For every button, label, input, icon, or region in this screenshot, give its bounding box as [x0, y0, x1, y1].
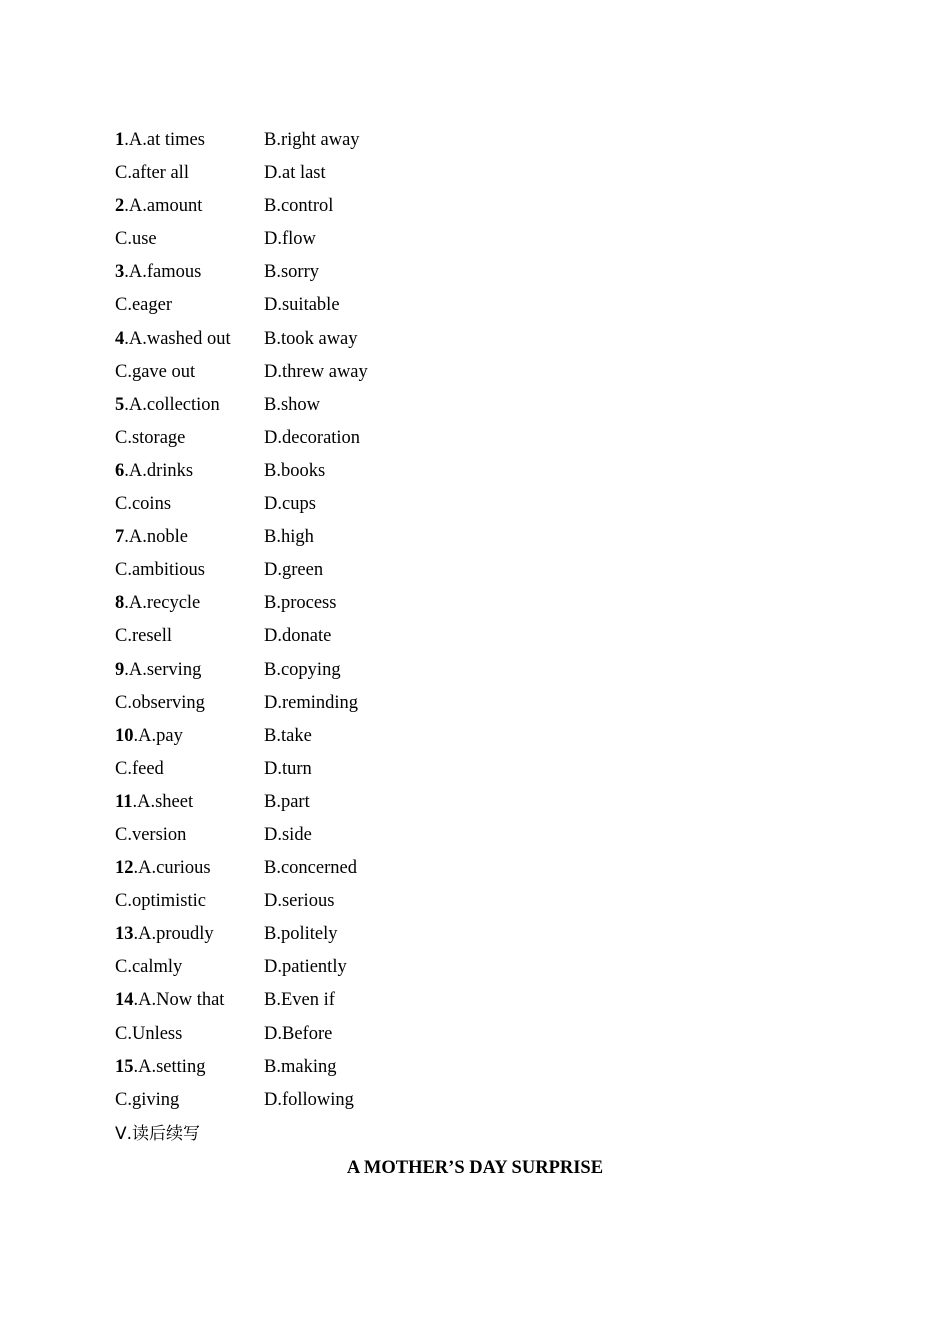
option-c: C.ambitious: [115, 560, 205, 581]
question-row-ab: [115, 256, 615, 289]
question-row-cd: [115, 620, 615, 653]
question-number: 9: [115, 659, 125, 680]
question-number: 4: [115, 328, 125, 349]
question-number: 13: [115, 924, 134, 945]
question-row-cd: [115, 422, 615, 455]
question-number: 10: [115, 725, 134, 746]
option-a: [115, 389, 264, 422]
option-c: C.version: [115, 824, 187, 845]
option-a-text: .A.recycle: [124, 593, 201, 614]
option-c: C.after all: [115, 163, 189, 184]
question-row-cd: [115, 951, 615, 984]
question-row-ab: [115, 587, 615, 620]
option-d: D.flow: [264, 229, 316, 250]
question-row-cd: [115, 819, 615, 852]
option-a: [115, 256, 264, 289]
option-d: D.turn: [264, 758, 312, 779]
option-a: [115, 918, 264, 951]
passage-title: A MOTHER’S DAY SURPRISE: [346, 1158, 604, 1178]
option-d: D.green: [264, 560, 324, 581]
option-a: [115, 455, 264, 488]
option-a-text: .A.collection: [124, 394, 220, 415]
question-number: 7: [115, 527, 125, 548]
option-d: D.serious: [264, 891, 335, 912]
option-c: C.giving: [115, 1089, 180, 1110]
option-a: [115, 587, 264, 620]
option-b: B.making: [264, 1056, 337, 1077]
option-c: C.optimistic: [115, 891, 206, 912]
question-row-cd: [115, 554, 615, 587]
option-a: [115, 190, 264, 223]
option-b: B.concerned: [264, 858, 357, 879]
question-row-cd: [115, 1018, 615, 1051]
option-a-text: .A.amount: [124, 196, 203, 217]
option-b: B.politely: [264, 924, 338, 945]
option-d: D.patiently: [264, 957, 347, 978]
question-row-ab: [115, 521, 615, 554]
option-c: C.gave out: [115, 361, 196, 382]
option-c: C.storage: [115, 427, 186, 448]
question-row-ab: [115, 190, 615, 223]
option-a-text: .A.curious: [133, 858, 211, 879]
option-a-text: .A.noble: [124, 527, 188, 548]
option-c: C.feed: [115, 758, 164, 779]
option-b: B.Even if: [264, 990, 335, 1011]
option-a-text: .A.serving: [124, 659, 202, 680]
option-a: [115, 654, 264, 687]
answer-options-list: [115, 124, 615, 1117]
option-c: C.coins: [115, 494, 172, 515]
question-number: 11: [115, 791, 133, 812]
option-b: B.copying: [264, 659, 341, 680]
option-a: [115, 852, 264, 885]
question-number: 15: [115, 1056, 134, 1077]
option-a: [115, 984, 264, 1017]
option-d: D.decoration: [264, 427, 361, 448]
option-a: [115, 720, 264, 753]
option-a-text: .A.sheet: [132, 791, 194, 812]
option-c: C.Unless: [115, 1023, 183, 1044]
option-c: C.use: [115, 229, 157, 250]
option-a-text: .A.proudly: [133, 924, 214, 945]
option-b: B.sorry: [264, 262, 319, 283]
question-row-ab: [115, 1051, 615, 1084]
option-b: B.took away: [264, 328, 358, 349]
option-d: D.threw away: [264, 361, 368, 382]
option-d: D.side: [264, 824, 312, 845]
option-d: D.cups: [264, 494, 316, 515]
option-a-text: .A.famous: [124, 262, 202, 283]
option-c: C.calmly: [115, 957, 183, 978]
question-row-ab: [115, 786, 615, 819]
option-b: B.take: [264, 725, 312, 746]
option-a-text: .A.washed out: [124, 328, 231, 349]
question-row-ab: [115, 654, 615, 687]
option-b: B.books: [264, 460, 326, 481]
question-number: 14: [115, 990, 134, 1011]
question-number: 2: [115, 196, 125, 217]
question-number: 1: [115, 130, 125, 150]
option-b: B.show: [264, 394, 321, 415]
option-a: [115, 323, 264, 356]
question-row-ab: [115, 323, 615, 356]
question-number: 3: [115, 262, 125, 283]
question-number: 5: [115, 394, 125, 415]
option-d: D.suitable: [264, 295, 340, 316]
question-row-ab: [115, 918, 615, 951]
option-a-text: .A.pay: [133, 725, 183, 746]
question-number: 6: [115, 460, 125, 481]
question-row-ab: [115, 852, 615, 885]
option-a-text: .A.drinks: [124, 460, 194, 481]
question-number: 8: [115, 593, 125, 614]
option-a: [115, 786, 264, 819]
option-c: C.observing: [115, 692, 205, 713]
section-heading: Ⅴ.读后续写: [115, 1124, 201, 1144]
option-b: B.control: [264, 196, 334, 217]
option-b: B.process: [264, 593, 337, 614]
option-a-text: .A.Now that: [133, 990, 225, 1011]
option-c: C.resell: [115, 626, 173, 647]
question-row-cd: [115, 753, 615, 786]
question-row-cd: [115, 885, 615, 918]
question-number: 12: [115, 858, 134, 879]
option-a: [115, 1051, 264, 1084]
question-row-cd: [115, 1084, 615, 1117]
question-row-ab: [115, 124, 615, 157]
option-a: [115, 124, 264, 157]
question-row-ab: [115, 984, 615, 1017]
option-d: D.donate: [264, 626, 332, 647]
option-b: B.part: [264, 791, 310, 812]
option-c: C.eager: [115, 295, 173, 316]
question-row-cd: [115, 157, 615, 190]
option-a: [115, 521, 264, 554]
question-row-cd: [115, 223, 615, 256]
option-a-text: .A.setting: [133, 1056, 206, 1077]
question-row-cd: [115, 289, 615, 322]
question-row-cd: [115, 687, 615, 720]
question-row-ab: [115, 720, 615, 753]
question-row-cd: [115, 356, 615, 389]
option-b: B.high: [264, 527, 314, 548]
option-d: D.following: [264, 1089, 354, 1110]
option-d: D.reminding: [264, 692, 359, 713]
question-row-ab: [115, 455, 615, 488]
option-d: D.Before: [264, 1023, 333, 1044]
option-d: D.at last: [264, 163, 326, 184]
question-row-cd: [115, 488, 615, 521]
option-b: B.right away: [264, 130, 360, 150]
question-row-ab: [115, 389, 615, 422]
option-a-text: .A.at times: [124, 130, 205, 150]
